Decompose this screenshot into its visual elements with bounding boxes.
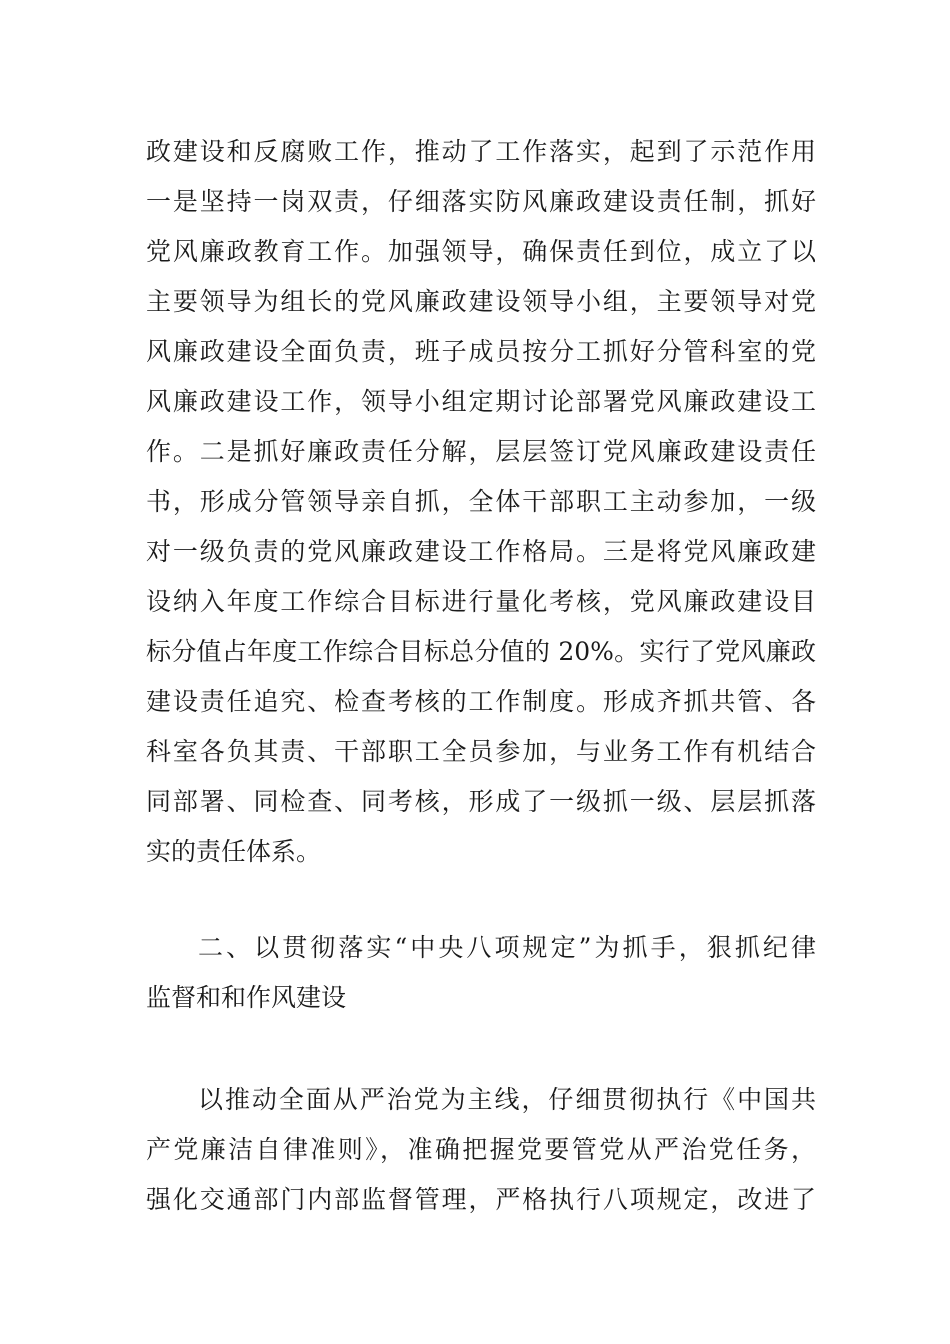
text-line: 设纳入年度工作综合目标进行量化考核，党风廉政建设目	[146, 587, 816, 616]
text-line: 党风廉政教育工作。加强领导，确保责任到位，成立了以	[146, 237, 816, 266]
text-line: 一是坚持一岗双责，仔细落实防风廉政建设责任制，抓好	[146, 187, 816, 216]
text-line: 风廉政建设全面负责，班子成员按分工抓好分管科室的党	[146, 337, 816, 366]
text-line: 强化交通部门内部监督管理，严格执行八项规定，改进了	[146, 1185, 816, 1214]
text-line: 产党廉洁自律准则》，准确把握党要管党从严治党任务，	[146, 1135, 816, 1164]
paragraph-party-discipline	[146, 1075, 816, 1225]
text-line: 对一级负责的党风廉政建设工作格局。三是将党风廉政建	[146, 537, 816, 566]
heading-line: 监督和和作风建设	[146, 983, 347, 1012]
text-line: 作。二是抓好廉政责任分解，层层签订党风廉政建设责任	[146, 437, 816, 466]
section-heading-two	[146, 923, 816, 1023]
text-line: 同部署、同检查、同考核，形成了一级抓一级、层层抓落	[146, 787, 816, 816]
text-line: 科室各负其责、干部职工全员参加，与业务工作有机结合	[146, 737, 816, 766]
heading-line: 二、以贯彻落实“中央八项规定”为抓手，狠抓纪律	[198, 933, 816, 962]
text-line: 主要领导为组长的党风廉政建设领导小组，主要领导对党	[146, 287, 816, 316]
text-line: 风廉政建设工作，领导小组定期讨论部署党风廉政建设工	[146, 387, 816, 416]
text-line: 建设责任追究、检查考核的工作制度。形成齐抓共管、各	[146, 687, 816, 716]
text-line: 以推动全面从严治党为主线，仔细贯彻执行《中国共	[198, 1085, 816, 1114]
text-line: 书，形成分管领导亲自抓，全体干部职工主动参加，一级	[146, 487, 816, 516]
text-line: 实的责任体系。	[146, 837, 322, 866]
paragraph-responsibility-system	[146, 127, 816, 877]
text-line: 政建设和反腐败工作，推动了工作落实，起到了示范作用	[146, 137, 816, 166]
text-line: 标分值占年度工作综合目标总分值的 20%。实行了党风廉政	[146, 637, 816, 666]
